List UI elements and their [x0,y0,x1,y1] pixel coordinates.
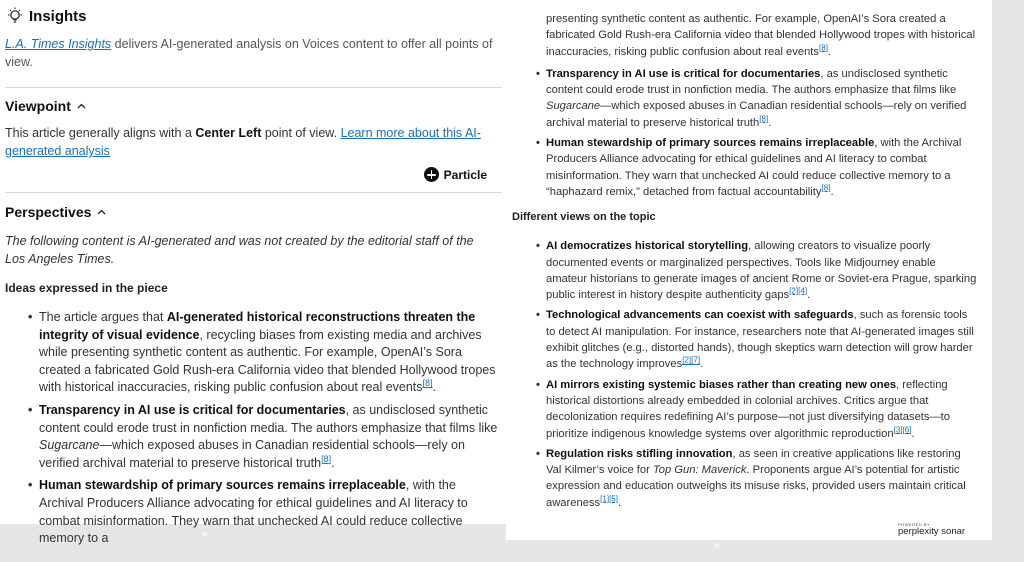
viewpoint-heading: Viewpoint [5,98,71,114]
list-item [536,238,978,303]
view-title: Top Gun: Maverick [652,464,747,477]
ai-disclaimer: The following content is AI-generated and was not created by the editorial staff of the Los Angeles Times. [5,234,474,266]
insights-panel-left [0,0,506,546]
idea-claim: Transparency in AI use is critical for documentaries [39,402,346,417]
learn-more-link[interactable]: Learn more about this AI-generated analysis [5,126,481,158]
idea-prefix: The article argues that [39,310,167,324]
perplexity-attribution[interactable] [898,522,965,537]
view-claim: AI democratizes historical storytelling [546,240,749,253]
idea-body: , as undisclosed synthetic content could erode trust in nonfiction media. The authors emphasize that films like [546,67,957,97]
citation-link[interactable]: [4] [798,286,808,296]
idea-title: Sugarcane [39,438,100,453]
citation-link[interactable]: [6] [902,424,912,434]
list-item [536,377,978,442]
bullet-icon: • [28,478,33,493]
perplexity-logo: perplexity sonar [898,526,966,537]
list-item [546,11,978,60]
idea-body: presenting synthetic content as authentic. For example, OpenAI’s Sora created a fabricated Gold Rush-era California video that blended Hollywood tropes with historical inaccuracies, risking public confusion about real events [546,13,976,58]
particle-label: Particle [443,167,487,182]
view-body: , as seen in creative applications like restoring Val Kilmer’s voice for [546,447,961,477]
idea-claim: Transparency in AI use is critical for documentaries [546,67,821,80]
idea-claim: AI-generated historical reconstructions threaten the integrity of visual evidence [39,310,476,342]
view-body: . Proponents argue AI’s potential for artistic expression and education outweighs its misuse risks, provided users maintain critical awareness [546,464,966,509]
insights-header [5,6,500,26]
citation-link[interactable]: [8] [821,183,831,193]
list-item [536,307,978,372]
powered-by-label: POWERED BY [898,522,931,527]
bullet-icon: • [28,310,33,324]
bullet-icon: • [536,378,540,391]
lightbulb-icon [5,6,25,26]
citation-link[interactable]: [8] [819,42,828,52]
viewpoint-toggle[interactable] [5,98,500,114]
idea-end: . [331,455,335,470]
idea-title: Sugarcane [546,100,601,113]
idea-claim: Human stewardship of primary sources remains irreplaceable [546,137,875,150]
citation-link[interactable]: [1] [600,493,610,503]
perspectives-toggle[interactable] [5,204,500,220]
particle-attribution[interactable] [5,167,487,182]
divider [5,87,502,88]
viewpoint-text [5,124,495,160]
viewpoint-text-before: This article generally aligns with a [5,126,196,140]
list-item [536,66,978,131]
list-item [28,309,503,397]
idea-body: , with the Archival Producers Alliance advocating for ethical guidelines and AI literacy to combat misinformation. They warn that unchecked AI could reduce collective memory to a “haphazard remix,” detached from factual accountability [546,137,962,198]
citation-link[interactable]: [2] [789,286,799,296]
bullet-icon: • [28,402,33,417]
chevron-up-icon [97,209,106,215]
insights-intro-text: delivers AI-generated analysis on Voices content to offer all points of view. [5,37,493,69]
idea-body: —which exposed abuses in Canadian residential schools—rely on verified archival material to preserve historical truth [546,100,967,129]
bullet-icon: • [536,309,540,322]
perspectives-heading: Perspectives [5,204,92,220]
bullet-icon: • [536,240,540,253]
citation-link[interactable]: [8] [759,114,769,124]
citation-link[interactable]: [7] [691,355,701,365]
bullet-icon: • [536,137,540,150]
insights-link[interactable]: L.A. Times Insights [5,37,112,51]
citation-link[interactable]: [2] [682,355,692,365]
view-claim: Regulation risks stifling innovation [546,447,733,460]
list-item [28,402,503,472]
idea-body: , as undisclosed synthetic content could erode trust in nonfiction media. The authors emphasize that films like [39,402,498,435]
idea-end: . [830,185,834,198]
idea-end: . [432,380,437,395]
chevron-up-icon [77,103,86,109]
ideas-list-continued [512,11,980,200]
view-body: , reflecting historical distortions already embedded in colonial archives. Critics argue that decolonization requires redefining AI’s purpose—not just diversifying datasets—to prioritize indigenous knowledge systems over algorithmic reproduction [546,378,951,440]
view-end: . [700,358,704,371]
insights-panel-right [506,0,992,540]
viewpoint-position: Center Left [195,126,262,140]
citation-link[interactable]: [5] [609,493,619,503]
particle-logo-icon [424,167,439,182]
citation-link[interactable]: [8] [321,453,332,464]
ideas-list [5,309,500,548]
idea-body: , recycling biases from existing media and archives while presenting synthetic content as authentic. For example, OpenAI’s Sora created a fabricated Gold Rush-era California video that blended Hollywood tropes with historical inaccuracies, risking public confusion about real events [39,327,496,395]
citation-link[interactable]: [3] [893,424,903,434]
idea-end: . [827,45,832,58]
view-claim: AI mirrors existing systemic biases rather than creating new ones [546,378,897,391]
divider [5,192,502,193]
view-end: . [807,289,811,302]
view-body: , such as forensic tools to detect AI manipulation. For instance, researchers note that AI-generated images still exhibit glitches (e.g., distorted hands), though skeptics warn detection will grow harder as the technology improves [546,309,974,371]
view-end: . [618,496,622,509]
insights-title: Insights [29,7,87,25]
viewpoint-text-after: point of view. [261,126,341,140]
different-views-list [512,238,980,511]
view-body: , allowing creators to visualize poorly documented events or marginalized perspectives. Tools like Midjourney enable amateur historians to generate images of ancient Rome or Soviet-era Prague, sparking public interest in history despite authenticity gaps [546,240,977,302]
view-end: . [911,427,915,440]
idea-body: , with the Archival Producers Alliance advocating for ethical guidelines and AI literacy to combat misinformation. They warn that unchecked AI could reduce collective memory to a [39,478,468,546]
list-item [536,135,978,200]
citation-link[interactable]: [8] [422,378,433,389]
idea-end: . [768,116,772,129]
bullet-icon: • [536,447,540,460]
ideas-heading: Ideas expressed in the piece [5,281,168,295]
different-views-heading: Different views on the topic [512,211,656,224]
list-item [28,477,503,547]
bullet-icon: • [536,67,540,80]
list-item [536,446,978,511]
view-claim: Technological advancements can coexist with safeguards [546,309,854,322]
idea-body: —which exposed abuses in Canadian residential schools—rely on verified archival material to preserve historical truth [39,438,465,470]
idea-claim: Human stewardship of primary sources remains irreplaceable [39,478,406,493]
insights-intro [5,35,495,71]
